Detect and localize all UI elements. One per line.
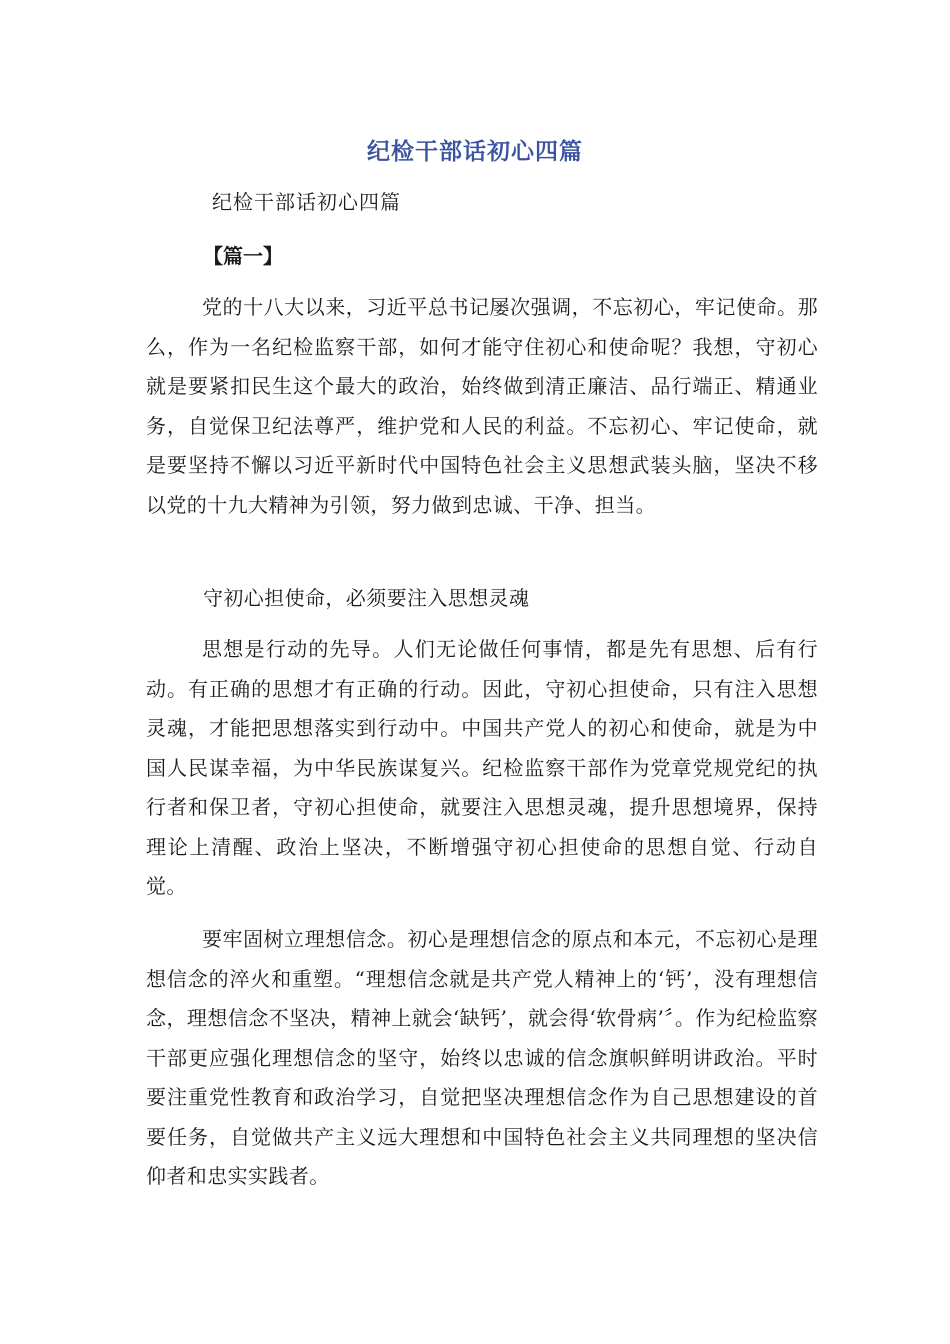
paragraph-3: 要牢固树立理想信念。初心是理想信念的原点和本元，不忘初心是理想信念的淬火和重塑。“理想信念就是共产党人精神上的‘钙’，没有理想信念，理想信念不坚决，精神上就会‘缺钙’，就会得‘软骨病’〞。作为纪检监察干部更应强化理想信念的坚守，始终以忠诚的信念旗帜鲜明讲政治。平时要注重党性教育和政治学习，自觉把坚决理想信念作为自己思想建设的首要任务，自觉做共产主义远大理想和中国特色社会主义共同理想的坚决信仰者和忠实实践者。 bbox=[146, 927, 818, 1188]
paragraph-1: 党的十八大以来，习近平总书记屡次强调，不忘初心，牢记使命。那么，作为一名纪检监察干部，如何才能守住初心和使命呢？我想，守初心就是要紧扣民生这个最大的政治，始终做到清正廉洁、品行端正、精通业务，自觉保卫纪法尊严，维护党和人民的利益。不忘初心、牢记使命，就是要坚持不懈以习近平新时代中国特色社会主义思想武装头脑，坚决不移以党的十九大精神为引领，努力做到忠诚、干净、担当。 bbox=[146, 295, 818, 517]
paragraph-2: 思想是行动的先导。人们无论做任何事情，都是先有思想、后有行动。有正确的思想才有正确的行动。因此，守初心担使命，只有注入思想灵魂，才能把思想落实到行动中。中国共产党人的初心和使命，就是为中国人民谋幸福，为中华民族谋复兴。纪检监察干部作为党章党规党纪的执行者和保卫者，守初心担使命，就要注入思想灵魂，提升思想境界，保持理论上清醒、政治上坚决，不断增强守初心担使命的思想自觉、行动自觉。 bbox=[146, 637, 818, 898]
section-label: 【篇一】 bbox=[203, 244, 283, 268]
document-title: 纪检干部话初心四篇 bbox=[367, 139, 583, 165]
document-subtitle: 纪检干部话初心四篇 bbox=[212, 190, 401, 214]
section-heading: 守初心担使命，必须要注入思想灵魂 bbox=[203, 586, 530, 610]
